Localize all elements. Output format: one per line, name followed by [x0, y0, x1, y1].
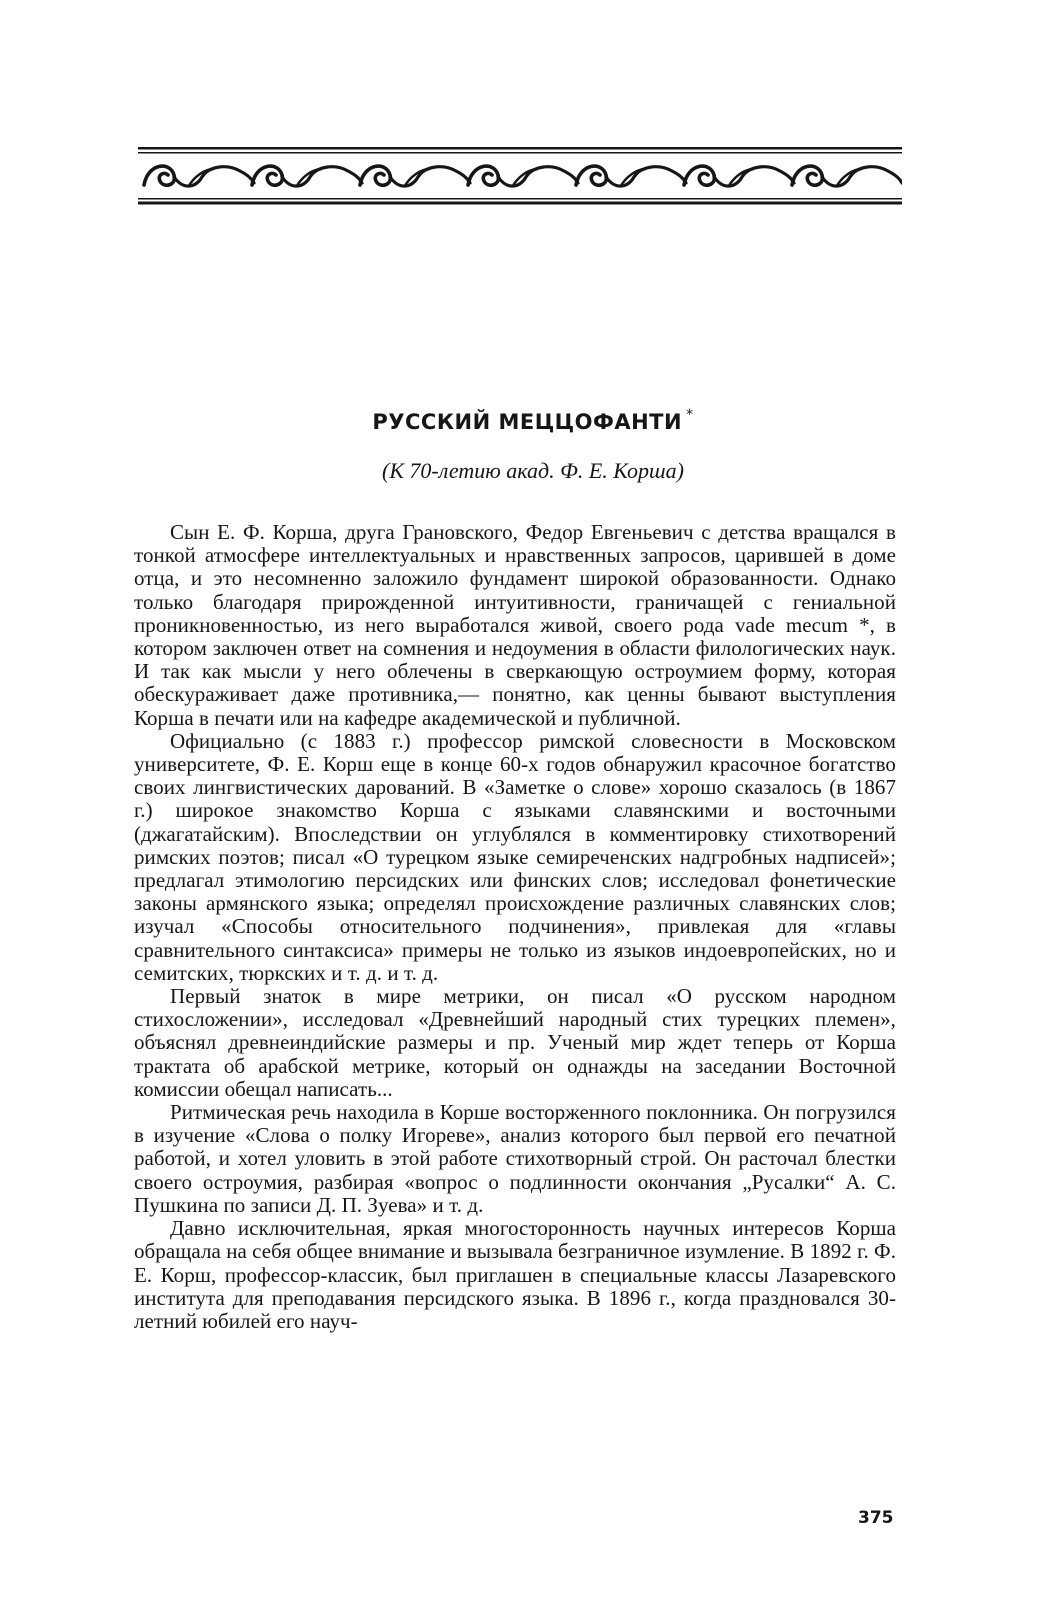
paragraph: Ритмическая речь находила в Корше восторженного поклонника. Он погрузился в изучение «Слова о полку Игореве», анализ которого был первой его печатной работой, и хотел уловить в этой работе стихотворный строй. Он расточал блестки своего остроумия, разбирая «вопрос о подлинности окончания „Русалки“ А. С. Пушкина по записи Д. П. Зуева» и т. д.	[134, 1100, 896, 1217]
title-footnote-mark: *	[686, 407, 694, 423]
article-body	[134, 521, 896, 1333]
article-title	[0, 409, 1050, 434]
article-subtitle: (К 70-летию акад. Ф. Е. Корша)	[382, 458, 684, 483]
paragraph: Первый знаток в мире метрики, он писал «О русском народном стихосложении», исследовал «Древнейший народный стих турецких племен», объяснял древнеиндийские размеры и пр. Ученый мир ждет теперь от Корша трактата об арабской метрике, который он однажды на заседании Восточной комиссии обещал написать...	[134, 984, 896, 1101]
article-title-text: РУССКИЙ МЕЦЦОФАНТИ	[372, 410, 683, 434]
paragraph: Официально (с 1883 г.) профессор римской словесности в Московском университете, Ф. Е. Корш еще в конце 60-х годов обнаружил красочное богатство своих лингвистических дарований. В «Заметке о слове» хорошо сказалось (в 1867 г.) широкое знакомство Корша с языками славянскими и восточными (джагатайским). Впоследствии он углублялся в комментировку стихотворений римских поэтов; писал «О турецком языке семиреченских надгробных надписей»; предлагал этимологию персидских или финских слов; исследовал фонетические законы армянского языка; определял происхождение различных славянских слов; изучал «Способы относительного подчинения», привлекая для «главы сравнительного синтаксиса» примеры не только из языков индоевропейских, но и семитских, тюркских и т. д. и т. д.	[134, 728, 896, 985]
paragraph: Давно исключительная, яркая многосторонность научных интересов Корша обращала на себя общее внимание и вызывала безграничное изумление. В 1892 г. Ф. Е. Корш, профессор-классик, был приглашен в специальные классы Лазаревского института для преподавания персидского языка. В 1896 г., когда праздновался 30-летний юбилей его науч-	[134, 1216, 896, 1333]
paragraph: Сын Е. Ф. Корша, друга Грановского, Федор Евгеньевич с детства вращался в тонкой атмосфере интеллектуальных и нравственных запросов, царившей в доме отца, и это несомненно заложило фундамент широкой образованности. Однако только благодаря прирожденной интуитивности, граничащей с гениальной проникновенностью, из него выработался живой, своего рода vade mecum *, в котором заключен ответ на сомнения и недоумения в области филологических наук. И так как мысли у него облечены в сверкающую остроумием форму, которая обескураживает даже противника,— понятно, как ценны бывают выступления Корша в печати или на кафедре академической и публичной.	[134, 520, 896, 730]
wave-ornament-header	[138, 147, 902, 207]
page-number: 375	[858, 1508, 894, 1528]
